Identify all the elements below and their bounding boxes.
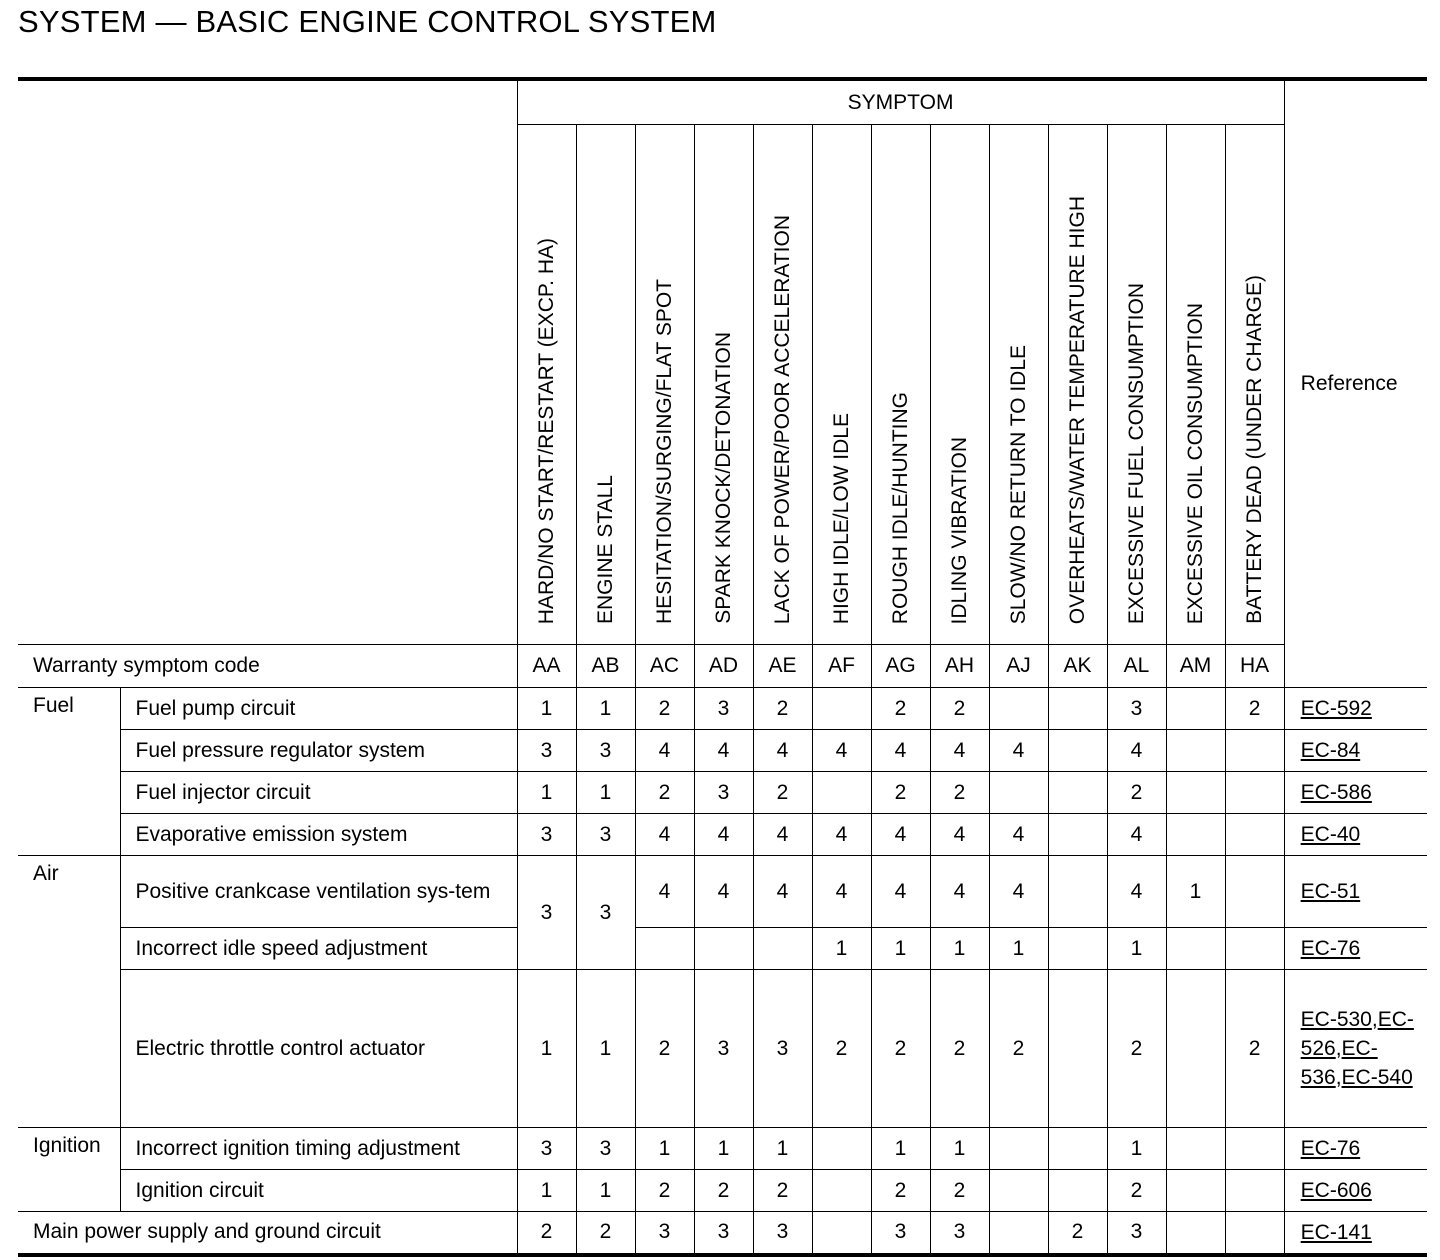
rating-cell: 3 bbox=[576, 856, 635, 970]
rating-cell: 3 bbox=[517, 1128, 576, 1170]
rating-cell: 4 bbox=[930, 856, 989, 928]
rating-cell bbox=[1166, 772, 1225, 814]
rating-cell: 4 bbox=[871, 814, 930, 856]
symptom-header: SYMPTOM bbox=[517, 79, 1284, 125]
table-row bbox=[18, 856, 1427, 928]
rating-cell: 2 bbox=[635, 1170, 694, 1212]
rating-cell: 2 bbox=[1107, 1170, 1166, 1212]
rating-cell: 2 bbox=[1225, 688, 1284, 730]
symptom-label: IDLING VIBRATION bbox=[948, 436, 971, 624]
rating-cell: 2 bbox=[753, 1170, 812, 1212]
reference-link[interactable]: EC-76 bbox=[1300, 937, 1361, 960]
symptom-column-header bbox=[1166, 125, 1225, 645]
rating-cell bbox=[1048, 1128, 1107, 1170]
item-label: Positive crankcase ventilation sys-tem bbox=[120, 856, 517, 928]
rating-cell bbox=[1166, 1212, 1225, 1255]
rating-cell: 1 bbox=[635, 1128, 694, 1170]
item-label: Evaporative emission system bbox=[120, 814, 517, 856]
rating-cell: 1 bbox=[694, 1128, 753, 1170]
item-label: Fuel pressure regulator system bbox=[120, 730, 517, 772]
warranty-code: AL bbox=[1107, 645, 1166, 688]
rating-cell: 2 bbox=[1225, 970, 1284, 1128]
rating-cell bbox=[1166, 688, 1225, 730]
rating-cell: 3 bbox=[576, 814, 635, 856]
rating-cell: 4 bbox=[635, 856, 694, 928]
reference-cell bbox=[1284, 1128, 1427, 1170]
rating-cell: 1 bbox=[871, 1128, 930, 1170]
warranty-code: AA bbox=[517, 645, 576, 688]
rating-cell: 2 bbox=[753, 688, 812, 730]
rating-cell: 1 bbox=[517, 970, 576, 1128]
table-row bbox=[18, 814, 1427, 856]
warranty-code: AJ bbox=[989, 645, 1048, 688]
rating-cell: 2 bbox=[1048, 1212, 1107, 1255]
rating-cell: 2 bbox=[812, 970, 871, 1128]
symptom-label: EXCESSIVE OIL CONSUMPTION bbox=[1184, 302, 1207, 624]
rating-cell: 4 bbox=[753, 856, 812, 928]
symptom-column-header bbox=[812, 125, 871, 645]
rating-cell bbox=[812, 772, 871, 814]
warranty-code: AB bbox=[576, 645, 635, 688]
rating-cell: 4 bbox=[930, 814, 989, 856]
reference-link[interactable]: EC-536 bbox=[1300, 1037, 1378, 1089]
item-label: Fuel injector circuit bbox=[120, 772, 517, 814]
rating-cell: 2 bbox=[576, 1212, 635, 1255]
rating-cell bbox=[1048, 1170, 1107, 1212]
rating-cell: 3 bbox=[753, 970, 812, 1128]
rating-cell: 4 bbox=[989, 856, 1048, 928]
rating-cell: 4 bbox=[1107, 856, 1166, 928]
symptom-label: HIGH IDLE/LOW IDLE bbox=[830, 412, 853, 624]
rating-cell: 2 bbox=[635, 970, 694, 1128]
warranty-code: AC bbox=[635, 645, 694, 688]
rating-cell: 4 bbox=[694, 856, 753, 928]
rating-cell bbox=[1225, 772, 1284, 814]
reference-link[interactable]: EC-40 bbox=[1300, 823, 1361, 846]
rating-cell: 4 bbox=[812, 814, 871, 856]
rating-cell: 4 bbox=[694, 730, 753, 772]
rating-cell bbox=[1048, 814, 1107, 856]
rating-cell: 2 bbox=[871, 772, 930, 814]
rating-cell: 3 bbox=[635, 1212, 694, 1255]
table-row bbox=[18, 688, 1427, 730]
rating-cell: 4 bbox=[812, 856, 871, 928]
table-row bbox=[18, 1128, 1427, 1170]
item-label: Ignition circuit bbox=[120, 1170, 517, 1212]
category-air: Air bbox=[18, 856, 120, 1128]
reference-link[interactable]: EC-606 bbox=[1300, 1179, 1372, 1202]
rating-cell: 3 bbox=[694, 1212, 753, 1255]
symptom-column-header bbox=[871, 125, 930, 645]
rating-cell bbox=[989, 1212, 1048, 1255]
symptom-column-header bbox=[1107, 125, 1166, 645]
rating-cell bbox=[1225, 928, 1284, 970]
reference-header: Reference bbox=[1284, 79, 1427, 688]
table-row bbox=[18, 970, 1427, 1128]
rating-cell: 4 bbox=[1107, 730, 1166, 772]
rating-cell: 3 bbox=[517, 730, 576, 772]
rating-cell bbox=[1166, 1170, 1225, 1212]
reference-link[interactable]: EC-84 bbox=[1300, 739, 1361, 762]
rating-cell: 2 bbox=[871, 1170, 930, 1212]
rating-cell: 3 bbox=[930, 1212, 989, 1255]
rating-cell: 3 bbox=[517, 814, 576, 856]
symptom-column-header bbox=[989, 125, 1048, 645]
rating-cell bbox=[1048, 772, 1107, 814]
rating-cell bbox=[1166, 1128, 1225, 1170]
rating-cell bbox=[1225, 1212, 1284, 1255]
rating-cell bbox=[1225, 1128, 1284, 1170]
reference-link[interactable]: EC-76 bbox=[1300, 1137, 1361, 1160]
rating-cell: 1 bbox=[517, 688, 576, 730]
rating-cell: 1 bbox=[576, 688, 635, 730]
table-row bbox=[18, 730, 1427, 772]
rating-cell: 1 bbox=[812, 928, 871, 970]
warranty-code-label: Warranty symptom code bbox=[18, 645, 517, 688]
rating-cell: 4 bbox=[989, 730, 1048, 772]
rating-cell: 2 bbox=[635, 688, 694, 730]
rating-cell: 3 bbox=[694, 688, 753, 730]
rating-cell: 1 bbox=[1107, 1128, 1166, 1170]
rating-cell bbox=[1048, 928, 1107, 970]
rating-cell: 3 bbox=[753, 1212, 812, 1255]
rating-cell: 2 bbox=[930, 688, 989, 730]
symptom-label: EXCESSIVE FUEL CONSUMPTION bbox=[1125, 282, 1148, 624]
symptom-column-header bbox=[753, 125, 812, 645]
rating-cell bbox=[1166, 970, 1225, 1128]
rating-cell: 1 bbox=[753, 1128, 812, 1170]
rating-cell: 2 bbox=[1107, 970, 1166, 1128]
rating-cell bbox=[1225, 856, 1284, 928]
rating-cell bbox=[989, 772, 1048, 814]
rating-cell: 4 bbox=[635, 814, 694, 856]
rating-cell: 1 bbox=[989, 928, 1048, 970]
reference-cell bbox=[1284, 1170, 1427, 1212]
item-label: Electric throttle control actuator bbox=[120, 970, 517, 1128]
rating-cell: 2 bbox=[930, 970, 989, 1128]
symptom-label: SLOW/NO RETURN TO IDLE bbox=[1007, 344, 1030, 624]
rating-cell: 1 bbox=[871, 928, 930, 970]
reference-cell bbox=[1284, 688, 1427, 730]
header-blank bbox=[18, 79, 517, 645]
rating-cell: 2 bbox=[694, 1170, 753, 1212]
table-body bbox=[18, 688, 1427, 1255]
symptom-column-header bbox=[576, 125, 635, 645]
rating-cell bbox=[1225, 814, 1284, 856]
rating-cell bbox=[1048, 688, 1107, 730]
rating-cell: 4 bbox=[753, 814, 812, 856]
symptom-label: SPARK KNOCK/DETONATION bbox=[712, 332, 735, 624]
rating-cell bbox=[812, 688, 871, 730]
reference-cell bbox=[1284, 772, 1427, 814]
rating-cell: 3 bbox=[871, 1212, 930, 1255]
rating-cell bbox=[1225, 730, 1284, 772]
rating-cell: 4 bbox=[871, 856, 930, 928]
rating-cell bbox=[1166, 928, 1225, 970]
rating-cell: 2 bbox=[753, 772, 812, 814]
rating-cell bbox=[1166, 814, 1225, 856]
symptom-column-header bbox=[930, 125, 989, 645]
rating-cell bbox=[635, 928, 694, 970]
symptom-label: OVERHEATS/WATER TEMPERATURE HIGH bbox=[1066, 195, 1089, 624]
symptom-label: ROUGH IDLE/HUNTING bbox=[889, 391, 912, 624]
rating-cell bbox=[1166, 730, 1225, 772]
rating-cell bbox=[812, 1128, 871, 1170]
rating-cell: 2 bbox=[517, 1212, 576, 1255]
reference-link[interactable]: EC-141 bbox=[1300, 1220, 1372, 1244]
reference-link[interactable]: EC-51 bbox=[1300, 880, 1361, 903]
rating-cell: 2 bbox=[930, 1170, 989, 1212]
rating-cell bbox=[1048, 856, 1107, 928]
rating-cell: 3 bbox=[1107, 688, 1166, 730]
reference-link[interactable]: EC-530 bbox=[1300, 1008, 1372, 1031]
symptom-table bbox=[18, 77, 1427, 1257]
table-row bbox=[18, 1212, 1427, 1255]
rating-cell: 1 bbox=[930, 928, 989, 970]
reference-cell bbox=[1284, 814, 1427, 856]
reference-cell: EC-530,EC-526,EC-536,EC-540 bbox=[1284, 970, 1427, 1128]
warranty-code: AH bbox=[930, 645, 989, 688]
symptom-column-header bbox=[635, 125, 694, 645]
warranty-code: AK bbox=[1048, 645, 1107, 688]
rating-cell bbox=[1225, 1170, 1284, 1212]
symptom-column-header bbox=[694, 125, 753, 645]
rating-cell bbox=[694, 928, 753, 970]
rating-cell: 2 bbox=[989, 970, 1048, 1128]
item-label: Fuel pump circuit bbox=[120, 688, 517, 730]
rating-cell: 4 bbox=[930, 730, 989, 772]
symptom-column-header bbox=[1225, 125, 1284, 645]
rating-cell bbox=[1048, 730, 1107, 772]
reference-link[interactable]: EC-526 bbox=[1300, 1008, 1414, 1060]
rating-cell bbox=[989, 1170, 1048, 1212]
rating-cell: 1 bbox=[576, 1170, 635, 1212]
rating-cell: 1 bbox=[517, 1170, 576, 1212]
rating-cell: 2 bbox=[635, 772, 694, 814]
warranty-code: AD bbox=[694, 645, 753, 688]
rating-cell: 2 bbox=[871, 970, 930, 1128]
rating-cell: 2 bbox=[930, 772, 989, 814]
rating-cell: 4 bbox=[694, 814, 753, 856]
category-main-power: Main power supply and ground circuit bbox=[18, 1212, 517, 1255]
rating-cell bbox=[812, 1170, 871, 1212]
rating-cell: 4 bbox=[635, 730, 694, 772]
symptom-label: HARD/NO START/RESTART (EXCP. HA) bbox=[535, 237, 558, 624]
rating-cell: 2 bbox=[871, 688, 930, 730]
symptom-label: ENGINE STALL bbox=[594, 475, 617, 624]
reference-link[interactable]: EC-592 bbox=[1300, 697, 1372, 720]
table-row bbox=[18, 1170, 1427, 1212]
category-ignition: Ignition bbox=[18, 1128, 120, 1212]
reference-cell bbox=[1284, 928, 1427, 970]
header-row-symptom bbox=[18, 79, 1427, 125]
rating-cell bbox=[989, 688, 1048, 730]
rating-cell: 4 bbox=[753, 730, 812, 772]
rating-cell: 1 bbox=[576, 970, 635, 1128]
rating-cell: 1 bbox=[576, 772, 635, 814]
rating-cell: 1 bbox=[930, 1128, 989, 1170]
reference-cell bbox=[1284, 1212, 1427, 1255]
table-row bbox=[18, 928, 1427, 970]
warranty-code: AM bbox=[1166, 645, 1225, 688]
warranty-code: AF bbox=[812, 645, 871, 688]
rating-cell: 1 bbox=[1107, 928, 1166, 970]
rating-cell: 3 bbox=[576, 730, 635, 772]
reference-cell bbox=[1284, 856, 1427, 928]
symptom-label: LACK OF POWER/POOR ACCELERATION bbox=[771, 214, 794, 624]
warranty-code: HA bbox=[1225, 645, 1284, 688]
warranty-code: AG bbox=[871, 645, 930, 688]
page-title: SYSTEM — BASIC ENGINE CONTROL SYSTEM bbox=[18, 4, 717, 39]
rating-cell: 4 bbox=[871, 730, 930, 772]
rating-cell: 4 bbox=[989, 814, 1048, 856]
rating-cell: 1 bbox=[517, 772, 576, 814]
item-label: Incorrect ignition timing adjustment bbox=[120, 1128, 517, 1170]
warranty-code-row bbox=[18, 645, 1427, 688]
rating-cell: 2 bbox=[1107, 772, 1166, 814]
rating-cell bbox=[1048, 970, 1107, 1128]
category-fuel: Fuel bbox=[18, 688, 120, 856]
reference-link[interactable]: EC-540 bbox=[1341, 1066, 1413, 1089]
rating-cell: 4 bbox=[812, 730, 871, 772]
reference-cell bbox=[1284, 730, 1427, 772]
rating-cell: 3 bbox=[694, 772, 753, 814]
rating-cell: 1 bbox=[1166, 856, 1225, 928]
warranty-code: AE bbox=[753, 645, 812, 688]
rating-cell bbox=[989, 1128, 1048, 1170]
rating-cell bbox=[753, 928, 812, 970]
reference-link[interactable]: EC-586 bbox=[1300, 781, 1372, 804]
symptom-label: HESITATION/SURGING/FLAT SPOT bbox=[653, 279, 676, 624]
rating-cell: 3 bbox=[576, 1128, 635, 1170]
table-row bbox=[18, 772, 1427, 814]
rating-cell: 4 bbox=[1107, 814, 1166, 856]
rating-cell bbox=[812, 1212, 871, 1255]
symptom-label: BATTERY DEAD (UNDER CHARGE) bbox=[1243, 275, 1267, 624]
rating-cell: 3 bbox=[694, 970, 753, 1128]
item-label: Incorrect idle speed adjustment bbox=[120, 928, 517, 970]
symptom-column-header bbox=[517, 125, 576, 645]
rating-cell: 3 bbox=[517, 856, 576, 970]
rating-cell: 3 bbox=[1107, 1212, 1166, 1255]
symptom-column-header bbox=[1048, 125, 1107, 645]
